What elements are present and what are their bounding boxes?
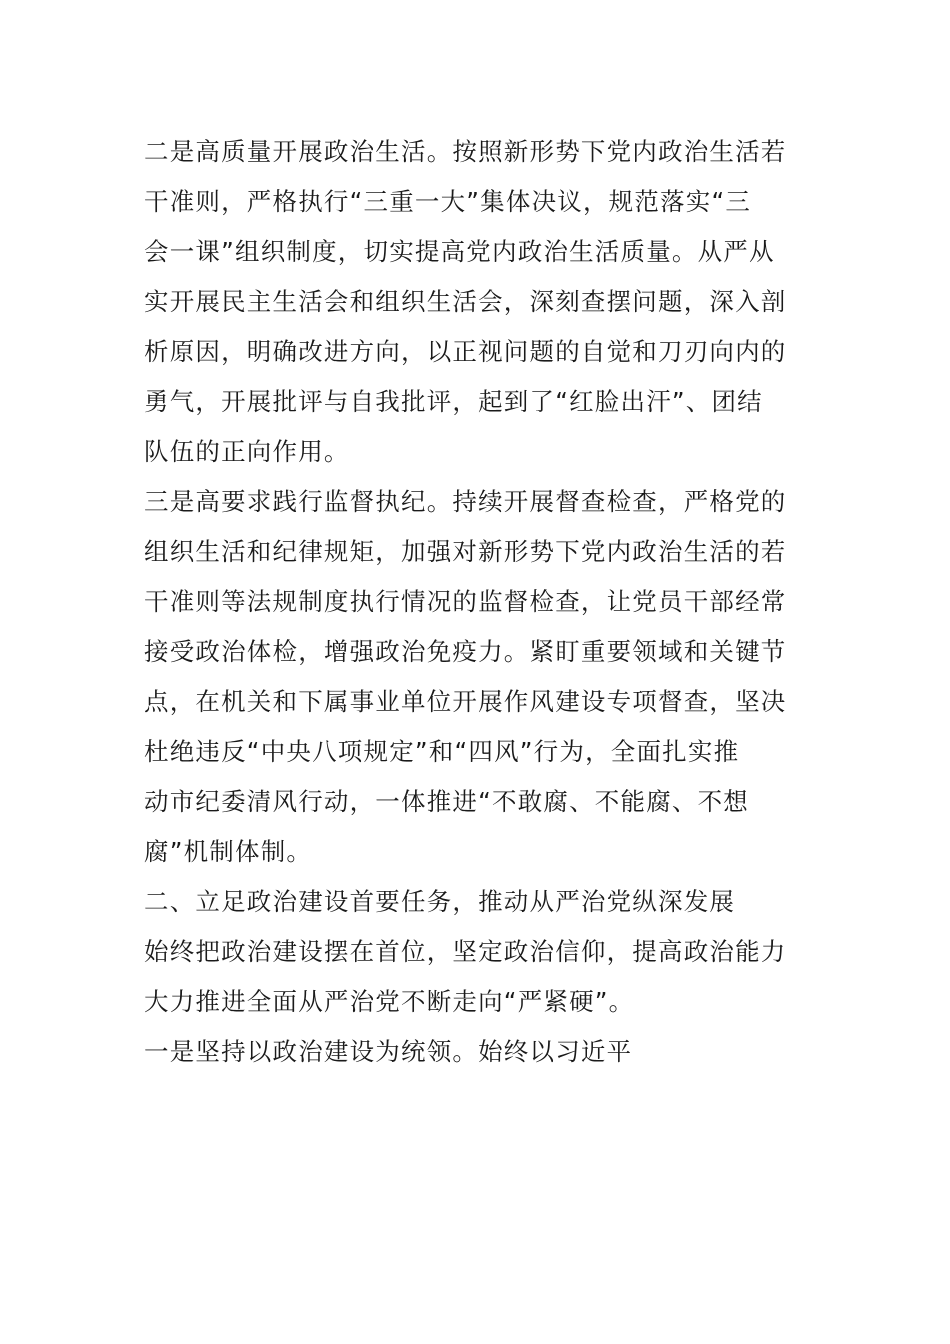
paragraph-political-life [144,127,808,477]
paragraph-political-leadership [144,1027,808,1077]
section-heading [144,877,808,927]
text-line: 三是高要求践行监督执纪。持续开展督查检查，严格党的 [144,487,787,516]
text-line: 实开展民主生活会和组织生活会，深刻查摆问题，深入剖 [144,287,787,316]
text-line: 杜绝违反“中央八项规定”和“四风”行为，全面扎实推 [144,737,740,766]
text-line: 析原因，明确改进方向，以正视问题的自觉和刀刃向内的 [144,337,787,366]
text-line: 会一课”组织制度，切实提高党内政治生活质量。从严从 [144,237,775,266]
text-line: 点，在机关和下属事业单位开展作风建设专项督查，坚决 [144,687,787,716]
text-line: 一是坚持以政治建设为统领。始终以习近平 [144,1037,633,1066]
text-line: 组织生活和纪律规矩，加强对新形势下党内政治生活的若 [144,537,787,566]
text-line: 动市纪委清风行动，一体推进“不敢腐、不能腐、不想 [144,787,749,816]
text-line: 大力推进全面从严治党不断走向“严紧硬”。 [144,987,635,1016]
text-line: 接受政治体检，增强政治免疫力。紧盯重要领域和关键节 [144,637,787,666]
heading-line: 二、立足政治建设首要任务，推动从严治党纵深发展 [144,887,736,916]
text-line: 二是高质量开展政治生活。按照新形势下党内政治生活若 [144,137,787,166]
text-line: 干准则等法规制度执行情况的监督检查，让党员干部经常 [144,587,787,616]
text-line: 勇气，开展批评与自我批评，起到了“红脸出汗”、团结 [144,387,763,416]
paragraph-supervision [144,477,808,877]
text-line: 腐”机制体制。 [144,837,313,866]
text-line: 始终把政治建设摆在首位，坚定政治信仰，提高政治能力 [144,937,787,966]
text-line: 队伍的正向作用。 [144,437,350,466]
text-line: 干准则，严格执行“三重一大”集体决议，规范落实“三 [144,187,752,216]
paragraph-intro [144,927,808,1027]
document-body [144,127,808,1077]
